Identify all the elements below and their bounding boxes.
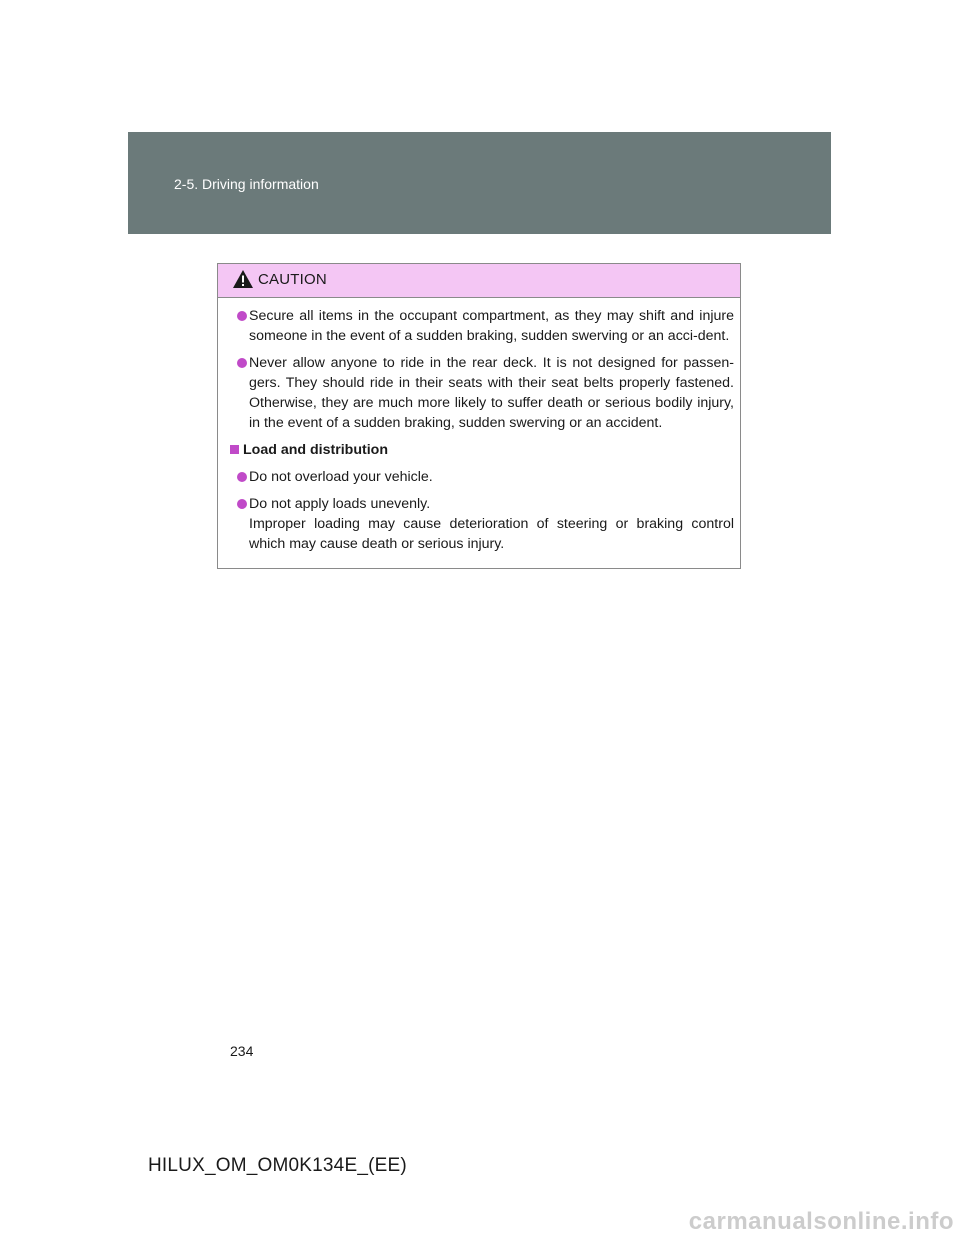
watermark: carmanualsonline.info (688, 1208, 954, 1235)
section-title: 2-5. Driving information (174, 176, 319, 192)
subsection-item (224, 494, 736, 554)
caution-item (224, 353, 736, 433)
subsection-item (224, 467, 736, 487)
bullet-dot-icon (237, 358, 247, 368)
page-number: 234 (230, 1043, 254, 1059)
caution-item (224, 306, 736, 346)
document-code: HILUX_OM_OM0K134E_(EE) (148, 1155, 407, 1176)
subsection-item-text: Do not overload your vehicle. (249, 469, 433, 485)
subsection-item-text: Do not apply loads unevenly. (249, 496, 431, 512)
bullet-dot-icon (237, 472, 247, 482)
caution-body (218, 298, 740, 554)
square-bullet-icon (230, 445, 239, 454)
section-header-band (128, 132, 831, 234)
caution-item-text: Never allow anyone to ride in the rear deck. It is not designed for passen-gers. They should ride in their seats with their seat belts properly fastened. Otherwise, they are much more likely to suffer death or serious bodily injury, in the event of a sudden braking, sudden swerving or an accident. (249, 355, 734, 431)
caution-title: CAUTION (258, 271, 327, 288)
bullet-dot-icon (237, 499, 247, 509)
bullet-dot-icon (237, 311, 247, 321)
caution-box (217, 263, 741, 569)
caution-item-text: Secure all items in the occupant compartment, as they may shift and injure someone in the event of a sudden braking, sudden swerving or an acci-dent. (249, 308, 734, 344)
caution-header (218, 264, 740, 298)
subsection-item-detail: Improper loading may cause deterioration of steering or braking control which may cause death or serious injury. (249, 516, 734, 552)
warning-triangle-icon (232, 269, 254, 289)
subsection-heading (224, 440, 736, 460)
subsection-heading-text: Load and distribution (243, 442, 389, 458)
